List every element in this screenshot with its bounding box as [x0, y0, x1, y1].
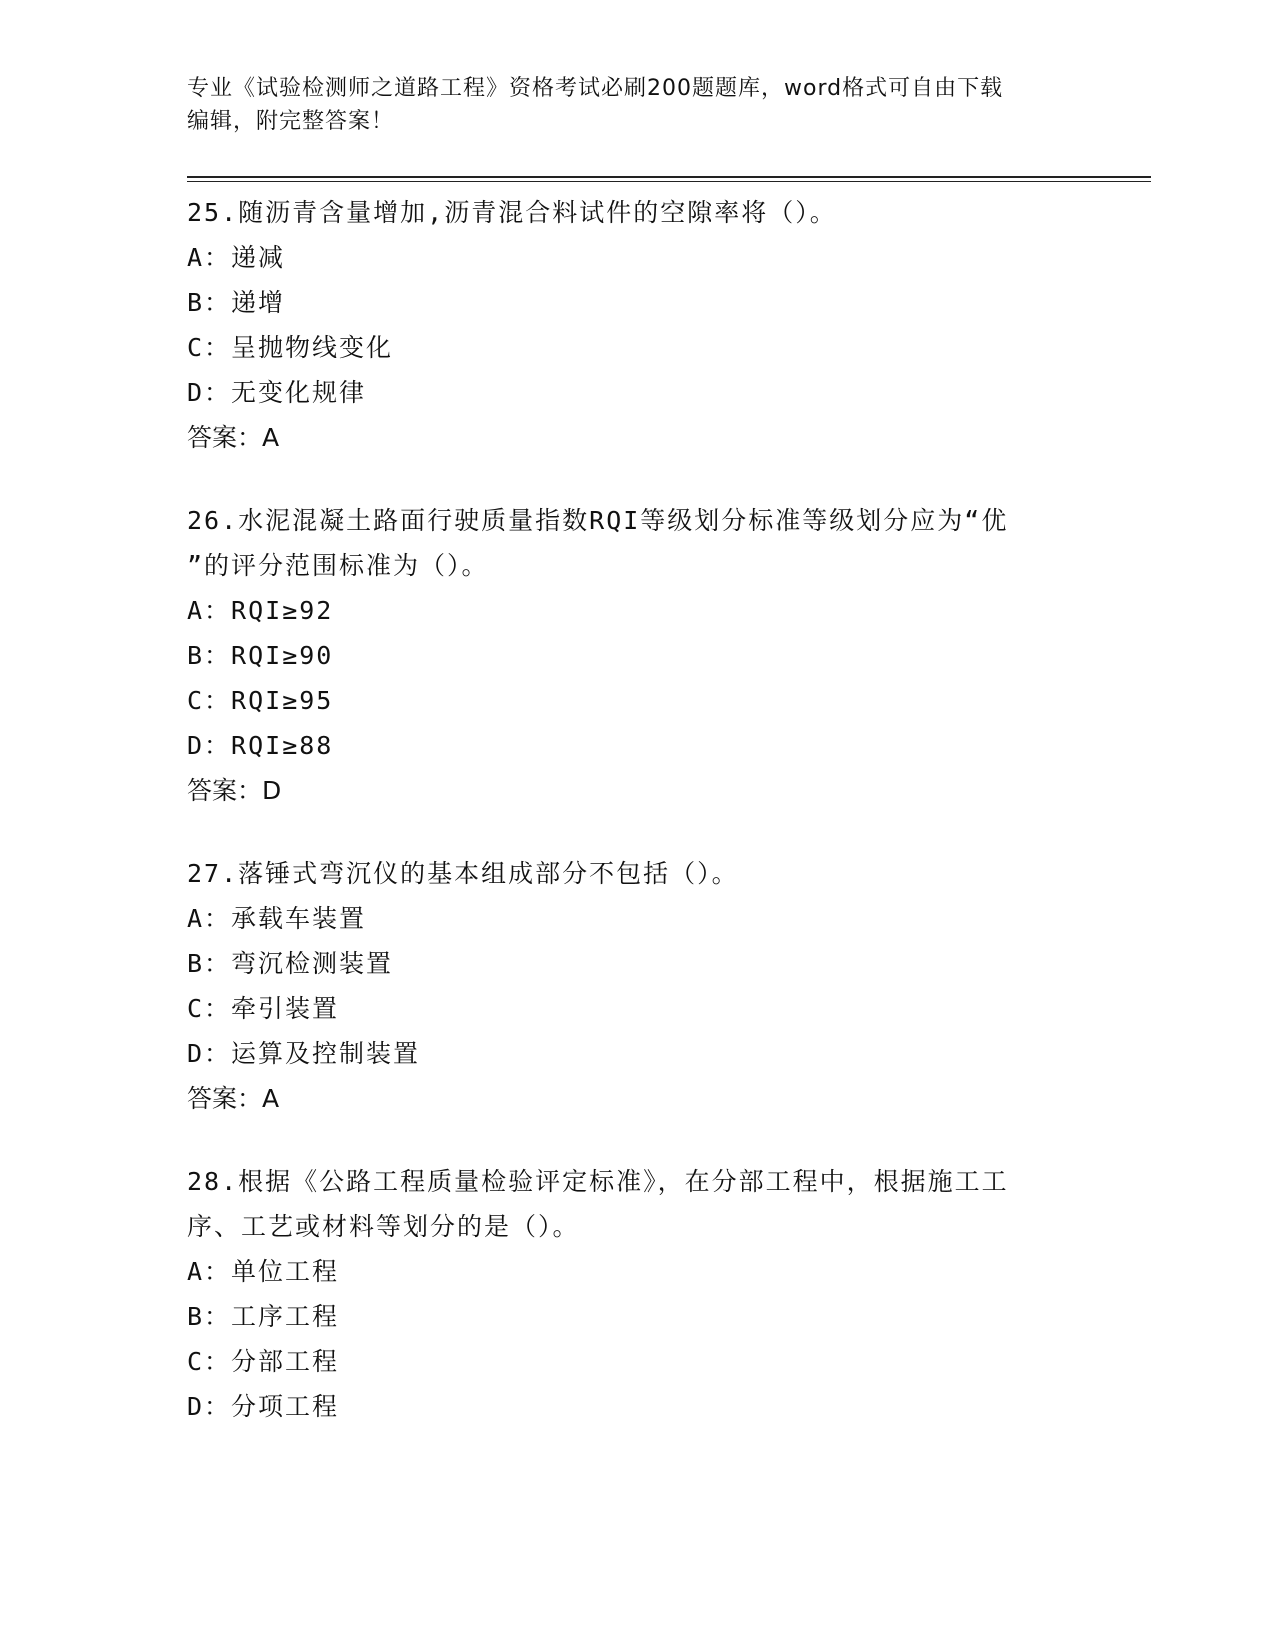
question-27	[187, 851, 1087, 1121]
option-d: D：分项工程	[187, 1392, 340, 1421]
option-c: C：呈抛物线变化	[187, 333, 394, 362]
option-c: C：分部工程	[187, 1347, 340, 1376]
question-25	[187, 190, 1087, 460]
option-a: A：承载车装置	[187, 904, 367, 933]
question-26	[187, 498, 1087, 813]
header-divider-thick	[187, 176, 1151, 178]
answer: 答案：A	[187, 423, 280, 452]
option-b: B：递增	[187, 288, 286, 317]
question-list	[187, 190, 1087, 1467]
option-d: D：RQI≥88	[187, 731, 334, 760]
question-text: 27.落锤式弯沉仪的基本组成部分不包括（）。	[187, 859, 739, 888]
option-c: C：牵引装置	[187, 994, 340, 1023]
option-a: A：递减	[187, 243, 286, 272]
option-b: B：弯沉检测装置	[187, 949, 394, 978]
option-a: A：单位工程	[187, 1257, 340, 1286]
option-b: B：工序工程	[187, 1302, 340, 1331]
option-d: D：运算及控制装置	[187, 1039, 421, 1068]
question-28	[187, 1159, 1087, 1429]
header-divider-thin	[187, 181, 1151, 182]
option-d: D：无变化规律	[187, 378, 367, 407]
answer: 答案：D	[187, 776, 282, 805]
question-text: 26.水泥混凝土路面行驶质量指数RQI等级划分标准等级划分应为“优 ”的评分范围标准为（）。	[187, 506, 1009, 580]
answer: 答案：A	[187, 1084, 280, 1113]
option-a: A：RQI≥92	[187, 596, 334, 625]
question-text: 25.随沥青含量增加,沥青混合料试件的空隙率将（）。	[187, 198, 837, 227]
option-b: B：RQI≥90	[187, 641, 334, 670]
document-header: 专业《试验检测师之道路工程》资格考试必刷200题题库，word格式可自由下载 编辑，附完整答案！	[187, 76, 1004, 134]
option-c: C：RQI≥95	[187, 686, 334, 715]
question-text: 28.根据《公路工程质量检验评定标准》，在分部工程中，根据施工工 序、工艺或材料等划分的是（）。	[187, 1167, 1009, 1241]
